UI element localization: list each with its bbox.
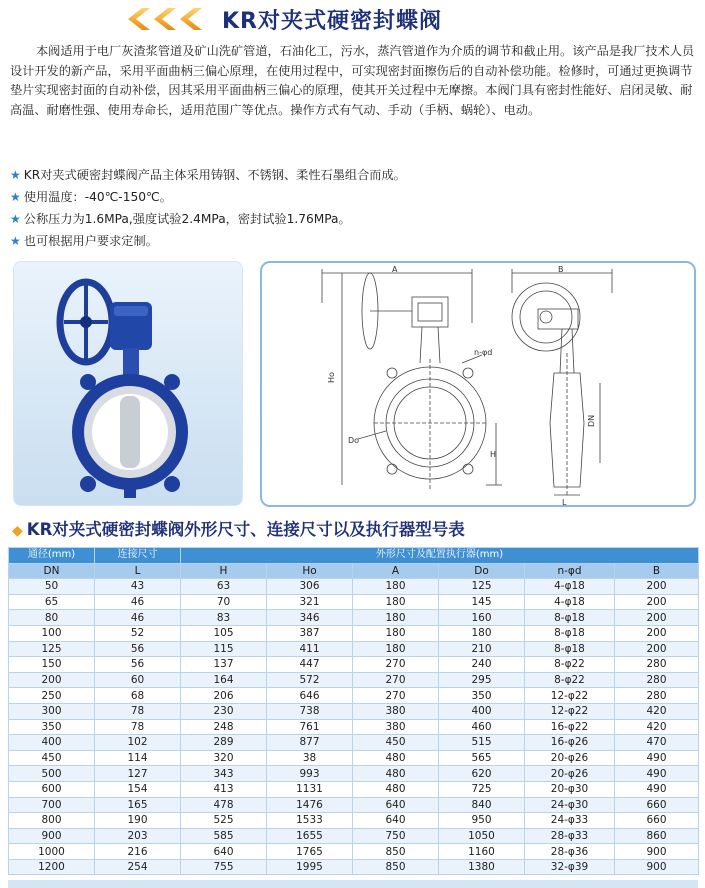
table-cell: 280 (615, 688, 699, 704)
table-cell: 164 (181, 672, 267, 688)
label-b: B (558, 265, 564, 274)
table-cell: 1533 (267, 813, 353, 829)
table-cell: 800 (9, 813, 95, 829)
table-cell: 28-φ33 (525, 828, 615, 844)
table-cell: 24-φ33 (525, 813, 615, 829)
table-cell: 8-φ18 (525, 641, 615, 657)
table-cell: 46 (95, 610, 181, 626)
table-cell: 1200 (9, 859, 95, 875)
table-cell: 646 (267, 688, 353, 704)
table-cell: 850 (353, 844, 439, 860)
table-row (9, 703, 699, 719)
table-cell: 8-φ22 (525, 672, 615, 688)
table-cell: 200 (615, 641, 699, 657)
table-cell: 950 (439, 813, 525, 829)
table-cell: 600 (9, 781, 95, 797)
table-cell: 480 (353, 766, 439, 782)
table-cell: 154 (95, 781, 181, 797)
table-cell: 160 (439, 610, 525, 626)
table-cell: 270 (353, 672, 439, 688)
table-cell: 200 (615, 625, 699, 641)
table-cell: 200 (615, 610, 699, 626)
column-header-cell: Ho (267, 563, 353, 579)
table-cell: 380 (353, 703, 439, 719)
table-cell: 180 (353, 610, 439, 626)
table-cell: 16-φ26 (525, 735, 615, 751)
page-title: KR对夹式硬密封蝶阀 (222, 9, 442, 34)
table-cell: 200 (9, 672, 95, 688)
table-cell: 515 (439, 735, 525, 751)
feature-item: ★ 使用温度：-40℃-150℃。 (10, 190, 172, 204)
label-do: Do (348, 436, 360, 445)
table-cell: 8-φ22 (525, 657, 615, 673)
table-cell: 270 (353, 657, 439, 673)
table-cell: 320 (181, 750, 267, 766)
table-cell: 478 (181, 797, 267, 813)
table-cell: 480 (353, 750, 439, 766)
table-cell: 20-φ26 (525, 766, 615, 782)
label-h: H (490, 450, 497, 459)
table-row (9, 735, 699, 751)
feature-list (10, 164, 698, 252)
column-header-cell: Do (439, 563, 525, 579)
table-cell: 270 (353, 688, 439, 704)
table-cell: 80 (9, 610, 95, 626)
table-cell: 145 (439, 594, 525, 610)
table-cell: 137 (181, 657, 267, 673)
table-cell: 203 (95, 828, 181, 844)
table-row (9, 672, 699, 688)
table-cell: 1131 (267, 781, 353, 797)
label-l: L (562, 498, 567, 507)
table-cell: 572 (267, 672, 353, 688)
table-cell: 63 (181, 579, 267, 595)
table-cell: 411 (267, 641, 353, 657)
footer-strip (8, 880, 698, 888)
table-cell: 20-φ30 (525, 781, 615, 797)
table-cell: 450 (353, 735, 439, 751)
table-cell: 180 (353, 579, 439, 595)
title-bar (0, 0, 705, 40)
star-icon: ★ (10, 234, 21, 248)
table-cell: 640 (353, 797, 439, 813)
table-cell: 70 (181, 594, 267, 610)
table-cell: 447 (267, 657, 353, 673)
table-cell: 210 (439, 641, 525, 657)
table-cell: 16-φ22 (525, 719, 615, 735)
table-cell: 190 (95, 813, 181, 829)
table-cell: 289 (181, 735, 267, 751)
table-title: ◆ KR对夹式硬密封蝶阀外形尺寸、连接尺寸以及执行器型号表 (12, 520, 465, 539)
table-cell: 12-φ22 (525, 703, 615, 719)
table-cell: 43 (95, 579, 181, 595)
table-row (9, 750, 699, 766)
table-cell: 400 (9, 735, 95, 751)
table-cell: 343 (181, 766, 267, 782)
table-cell: 460 (439, 719, 525, 735)
table-cell: 150 (9, 657, 95, 673)
technical-drawing (260, 261, 696, 507)
table-cell: 4-φ18 (525, 594, 615, 610)
diamond-icon: ◆ (12, 523, 23, 539)
feature-item: ★ KR对夹式硬密封蝶阀产品主体采用铸钢、不锈钢、柔性石墨组合而成。 (10, 168, 406, 182)
star-icon: ★ (10, 168, 21, 182)
table-cell: 200 (615, 594, 699, 610)
table-cell: 900 (9, 828, 95, 844)
table-cell: 1000 (9, 844, 95, 860)
table-cell: 640 (181, 844, 267, 860)
column-header-cell: H (181, 563, 267, 579)
table-row (9, 719, 699, 735)
table-row (9, 766, 699, 782)
table-cell: 12-φ22 (525, 688, 615, 704)
table-cell: 125 (9, 641, 95, 657)
column-header-cell: L (95, 563, 181, 579)
table-cell: 83 (181, 610, 267, 626)
table-row (9, 844, 699, 860)
triple-chevron-left-icon (112, 6, 217, 32)
table-cell: 52 (95, 625, 181, 641)
table-cell: 125 (439, 579, 525, 595)
table-cell: 8-φ18 (525, 610, 615, 626)
table-row (9, 797, 699, 813)
table-cell: 68 (95, 688, 181, 704)
table-cell: 38 (267, 750, 353, 766)
table-cell: 50 (9, 579, 95, 595)
table-cell: 387 (267, 625, 353, 641)
table-cell: 565 (439, 750, 525, 766)
table-cell: 470 (615, 735, 699, 751)
table-cell: 300 (9, 703, 95, 719)
feature-item: ★ 也可根据用户要求定制。 (10, 234, 158, 248)
table-cell: 350 (439, 688, 525, 704)
table-cell: 480 (353, 781, 439, 797)
table-cell: 100 (9, 625, 95, 641)
table-cell: 380 (353, 719, 439, 735)
table-cell: 1476 (267, 797, 353, 813)
table-cell: 114 (95, 750, 181, 766)
spec-table (8, 547, 699, 875)
table-cell: 755 (181, 859, 267, 875)
table-cell: 840 (439, 797, 525, 813)
table-cell: 660 (615, 797, 699, 813)
table-row (9, 594, 699, 610)
table-cell: 280 (615, 672, 699, 688)
table-row (9, 828, 699, 844)
column-header-cell: n-φd (525, 563, 615, 579)
table-cell: 490 (615, 750, 699, 766)
table-cell: 660 (615, 813, 699, 829)
column-header-cell: A (353, 563, 439, 579)
table-cell: 620 (439, 766, 525, 782)
table-row (9, 688, 699, 704)
table-cell: 346 (267, 610, 353, 626)
feature-item: ★ 公称压力为1.6MPa,强度试验2.4MPa，密封试验1.76MPa。 (10, 212, 351, 226)
table-cell: 413 (181, 781, 267, 797)
table-cell: 525 (181, 813, 267, 829)
table-cell: 1160 (439, 844, 525, 860)
table-cell: 850 (353, 859, 439, 875)
table-cell: 900 (615, 844, 699, 860)
table-cell: 180 (353, 594, 439, 610)
table-cell: 32-φ39 (525, 859, 615, 875)
table-cell: 56 (95, 641, 181, 657)
table-row (9, 579, 699, 595)
table-cell: 65 (9, 594, 95, 610)
star-icon: ★ (10, 190, 21, 204)
table-cell: 206 (181, 688, 267, 704)
table-group-header (9, 548, 699, 564)
table-row (9, 813, 699, 829)
table-cell: 230 (181, 703, 267, 719)
table-cell: 28-φ36 (525, 844, 615, 860)
table-cell: 216 (95, 844, 181, 860)
table-cell: 738 (267, 703, 353, 719)
table-cell: 350 (9, 719, 95, 735)
table-cell: 420 (615, 719, 699, 735)
table-cell: 240 (439, 657, 525, 673)
table-cell: 1995 (267, 859, 353, 875)
valve-dimension-drawing (262, 263, 696, 507)
table-cell: 400 (439, 703, 525, 719)
table-row (9, 610, 699, 626)
table-cell: 56 (95, 657, 181, 673)
table-cell: 640 (353, 813, 439, 829)
table-cell: 250 (9, 688, 95, 704)
table-cell: 761 (267, 719, 353, 735)
star-icon: ★ (10, 212, 21, 226)
table-cell: 450 (9, 750, 95, 766)
label-dn: DN (587, 414, 596, 427)
table-row (9, 625, 699, 641)
table-cell: 280 (615, 657, 699, 673)
table-cell: 180 (439, 625, 525, 641)
label-a: A (392, 265, 398, 274)
table-cell: 700 (9, 797, 95, 813)
table-cell: 321 (267, 594, 353, 610)
table-cell: 1765 (267, 844, 353, 860)
table-cell: 993 (267, 766, 353, 782)
table-cell: 165 (95, 797, 181, 813)
table-cell: 78 (95, 703, 181, 719)
table-row (9, 781, 699, 797)
table-cell: 900 (615, 859, 699, 875)
table-cell: 750 (353, 828, 439, 844)
group-header-cell: 通径(mm) (9, 548, 95, 564)
table-cell: 115 (181, 641, 267, 657)
table-cell: 8-φ18 (525, 625, 615, 641)
table-cell: 1050 (439, 828, 525, 844)
label-ho: Ho (327, 372, 336, 383)
table-cell: 60 (95, 672, 181, 688)
table-cell: 180 (353, 641, 439, 657)
group-header-cell: 连接尺寸 (95, 548, 181, 564)
table-cell: 490 (615, 781, 699, 797)
table-cell: 1655 (267, 828, 353, 844)
group-header-cell: 外形尺寸及配置执行器(mm) (181, 548, 699, 564)
table-cell: 306 (267, 579, 353, 595)
table-cell: 585 (181, 828, 267, 844)
label-nphid: n-φd (474, 348, 493, 357)
table-row (9, 859, 699, 875)
table-cell: 490 (615, 766, 699, 782)
table-cell: 200 (615, 579, 699, 595)
table-cell: 78 (95, 719, 181, 735)
column-header-cell: B (615, 563, 699, 579)
table-cell: 295 (439, 672, 525, 688)
table-cell: 254 (95, 859, 181, 875)
table-cell: 20-φ26 (525, 750, 615, 766)
table-cell: 248 (181, 719, 267, 735)
intro-paragraph: 本阀适用于电厂灰渣浆管道及矿山洗矿管道，石油化工，污水，蒸汽管道作为介质的调节和截止用。该产品是我厂技术人员设计开发的新产品，采用平面曲柄三偏心原理，在使用过程中，可实现密封面擦伤后的自动补偿功能。检修时，可通过更换调节垫片实现密封面的自动补偿，因其采用平面曲柄三偏心的原理，使其开关过程中无摩擦。本阀门具有密封性能好、启闭灵敏、耐高温、耐磨性强、使用寿命长，适用范围广等优点。操作方式有气动、手动（手柄、蜗轮）、电动。 (10, 44, 695, 117)
table-cell: 46 (95, 594, 181, 610)
table-body (9, 579, 699, 875)
table-cell: 24-φ30 (525, 797, 615, 813)
table-cell: 180 (353, 625, 439, 641)
table-cell: 102 (95, 735, 181, 751)
table-cell: 105 (181, 625, 267, 641)
table-cell: 4-φ18 (525, 579, 615, 595)
product-photo (13, 261, 243, 506)
table-cell: 860 (615, 828, 699, 844)
table-row (9, 657, 699, 673)
butterfly-valve-illustration (14, 262, 243, 506)
column-header-cell: DN (9, 563, 95, 579)
table-cell: 725 (439, 781, 525, 797)
table-cell: 1380 (439, 859, 525, 875)
table-cell: 500 (9, 766, 95, 782)
table-row (9, 641, 699, 657)
table-cell: 877 (267, 735, 353, 751)
table-cell: 127 (95, 766, 181, 782)
table-cell: 420 (615, 703, 699, 719)
table-column-header (9, 563, 699, 579)
